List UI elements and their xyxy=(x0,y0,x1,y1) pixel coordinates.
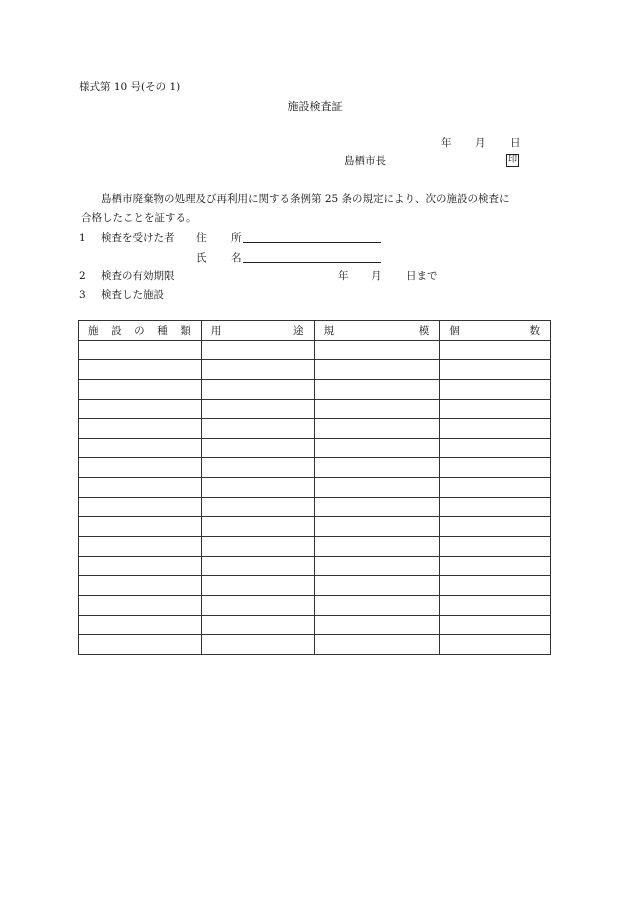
count-cell[interactable] xyxy=(440,360,551,380)
table-row xyxy=(79,399,551,419)
facility-type-cell[interactable] xyxy=(79,635,202,655)
scale-cell[interactable] xyxy=(314,458,440,478)
count-cell[interactable] xyxy=(440,478,551,498)
scale-cell[interactable] xyxy=(314,556,440,576)
scale-cell[interactable] xyxy=(314,517,440,537)
table-row xyxy=(79,576,551,596)
facility-type-cell[interactable] xyxy=(79,595,202,615)
count-cell[interactable] xyxy=(440,497,551,517)
facility-type-cell[interactable] xyxy=(79,419,202,439)
usage-cell[interactable] xyxy=(201,438,314,458)
scale-cell[interactable] xyxy=(314,595,440,615)
table-row xyxy=(79,379,551,399)
facility-type-cell[interactable] xyxy=(79,379,202,399)
name-field-line[interactable] xyxy=(243,262,381,263)
facility-type-cell[interactable] xyxy=(79,517,202,537)
usage-cell[interactable] xyxy=(201,635,314,655)
count-cell[interactable] xyxy=(440,379,551,399)
name-label-2: 名 xyxy=(231,252,242,264)
expiry-year-label: 年 xyxy=(338,270,349,282)
date-day-label: 日 xyxy=(510,137,521,149)
header-count xyxy=(440,321,551,341)
count-cell[interactable] xyxy=(440,438,551,458)
scale-cell[interactable] xyxy=(314,360,440,380)
table-row xyxy=(79,497,551,517)
count-cell[interactable] xyxy=(440,419,551,439)
seal-stamp xyxy=(506,154,519,167)
expiry-month-label: 月 xyxy=(371,270,382,282)
item1-label: 検査を受けた者 xyxy=(101,232,175,244)
header-char: 種 xyxy=(157,324,168,337)
name-label-1: 氏 xyxy=(196,252,207,264)
header-char: 施 xyxy=(88,324,99,337)
count-cell[interactable] xyxy=(440,517,551,537)
facility-type-cell[interactable] xyxy=(79,556,202,576)
header-char: 規 xyxy=(323,324,335,337)
usage-cell[interactable] xyxy=(201,556,314,576)
facility-type-cell[interactable] xyxy=(79,615,202,635)
facility-type-cell[interactable] xyxy=(79,438,202,458)
table-row xyxy=(79,360,551,380)
header-char: 類 xyxy=(180,324,191,337)
date-year-label: 年 xyxy=(441,137,452,149)
facility-type-cell[interactable] xyxy=(79,497,202,517)
header-char: 設 xyxy=(111,324,122,337)
expiry-day-label: 日まで xyxy=(406,270,438,282)
date-month-label: 月 xyxy=(475,137,486,149)
count-cell[interactable] xyxy=(440,458,551,478)
header-char: 模 xyxy=(418,324,430,337)
table-row xyxy=(79,438,551,458)
usage-cell[interactable] xyxy=(201,340,314,360)
facility-type-cell[interactable] xyxy=(79,458,202,478)
scale-cell[interactable] xyxy=(314,399,440,419)
count-cell[interactable] xyxy=(440,556,551,576)
document-title: 施設検査証 xyxy=(287,100,343,113)
usage-cell[interactable] xyxy=(201,360,314,380)
address-label-2: 所 xyxy=(231,232,242,244)
scale-cell[interactable] xyxy=(314,635,440,655)
header-char: 途 xyxy=(293,324,304,337)
item3-label: 検査した施設 xyxy=(101,289,164,301)
item3-number: 3 xyxy=(79,289,86,301)
facility-type-cell[interactable] xyxy=(79,340,202,360)
scale-cell[interactable] xyxy=(314,615,440,635)
form-number: 様式第 10 号(その 1) xyxy=(79,81,181,93)
address-label-1: 住 xyxy=(196,232,207,244)
body-text-line-1: 島栖市廃棄物の処理及び再利用に関する条例第 25 条の規定により、次の施設の検査に xyxy=(101,193,510,205)
table-row xyxy=(79,478,551,498)
usage-cell[interactable] xyxy=(201,615,314,635)
table-row xyxy=(79,458,551,478)
header-char: 個 xyxy=(449,324,460,337)
usage-cell[interactable] xyxy=(201,478,314,498)
table-row xyxy=(79,595,551,615)
usage-cell[interactable] xyxy=(201,576,314,596)
header-char: の xyxy=(134,324,145,337)
scale-cell[interactable] xyxy=(314,419,440,439)
count-cell[interactable] xyxy=(440,537,551,557)
header-char: 数 xyxy=(529,324,540,337)
usage-cell[interactable] xyxy=(201,595,314,615)
count-cell[interactable] xyxy=(440,615,551,635)
scale-cell[interactable] xyxy=(314,497,440,517)
address-field-line[interactable] xyxy=(243,242,381,243)
scale-cell[interactable] xyxy=(314,379,440,399)
facility-type-cell[interactable] xyxy=(79,399,202,419)
facility-type-cell[interactable] xyxy=(79,576,202,596)
table-row xyxy=(79,419,551,439)
table-row xyxy=(79,615,551,635)
table-header-row xyxy=(79,321,551,341)
issuer-name: 島栖市長 xyxy=(344,155,386,167)
facility-type-cell[interactable] xyxy=(79,360,202,380)
scale-cell[interactable] xyxy=(314,478,440,498)
item2-number: 2 xyxy=(79,270,86,282)
header-char: 用 xyxy=(210,324,222,337)
usage-cell[interactable] xyxy=(201,379,314,399)
table-row xyxy=(79,537,551,557)
scale-cell[interactable] xyxy=(314,438,440,458)
facility-type-cell[interactable] xyxy=(79,537,202,557)
scale-cell[interactable] xyxy=(314,340,440,360)
seal-char: 印 xyxy=(507,155,517,165)
header-scale xyxy=(314,321,440,341)
table-row xyxy=(79,517,551,537)
count-cell[interactable] xyxy=(440,635,551,655)
item2-label: 検査の有効期限 xyxy=(101,270,175,282)
table-row xyxy=(79,340,551,360)
header-usage xyxy=(201,321,314,341)
usage-cell[interactable] xyxy=(201,458,314,478)
body-text-line-2: 合格したことを証する。 xyxy=(81,212,197,224)
usage-cell[interactable] xyxy=(201,419,314,439)
table-row xyxy=(79,635,551,655)
usage-cell[interactable] xyxy=(201,399,314,419)
header-facility-type xyxy=(79,321,202,341)
item1-number: 1 xyxy=(79,232,86,244)
count-cell[interactable] xyxy=(440,340,551,360)
table-body xyxy=(79,340,551,654)
count-cell[interactable] xyxy=(440,399,551,419)
facility-type-cell[interactable] xyxy=(79,478,202,498)
scale-cell[interactable] xyxy=(314,576,440,596)
count-cell[interactable] xyxy=(440,595,551,615)
usage-cell[interactable] xyxy=(201,517,314,537)
count-cell[interactable] xyxy=(440,576,551,596)
usage-cell[interactable] xyxy=(201,497,314,517)
usage-cell[interactable] xyxy=(201,537,314,557)
table-row xyxy=(79,556,551,576)
facilities-table xyxy=(78,320,551,655)
scale-cell[interactable] xyxy=(314,537,440,557)
